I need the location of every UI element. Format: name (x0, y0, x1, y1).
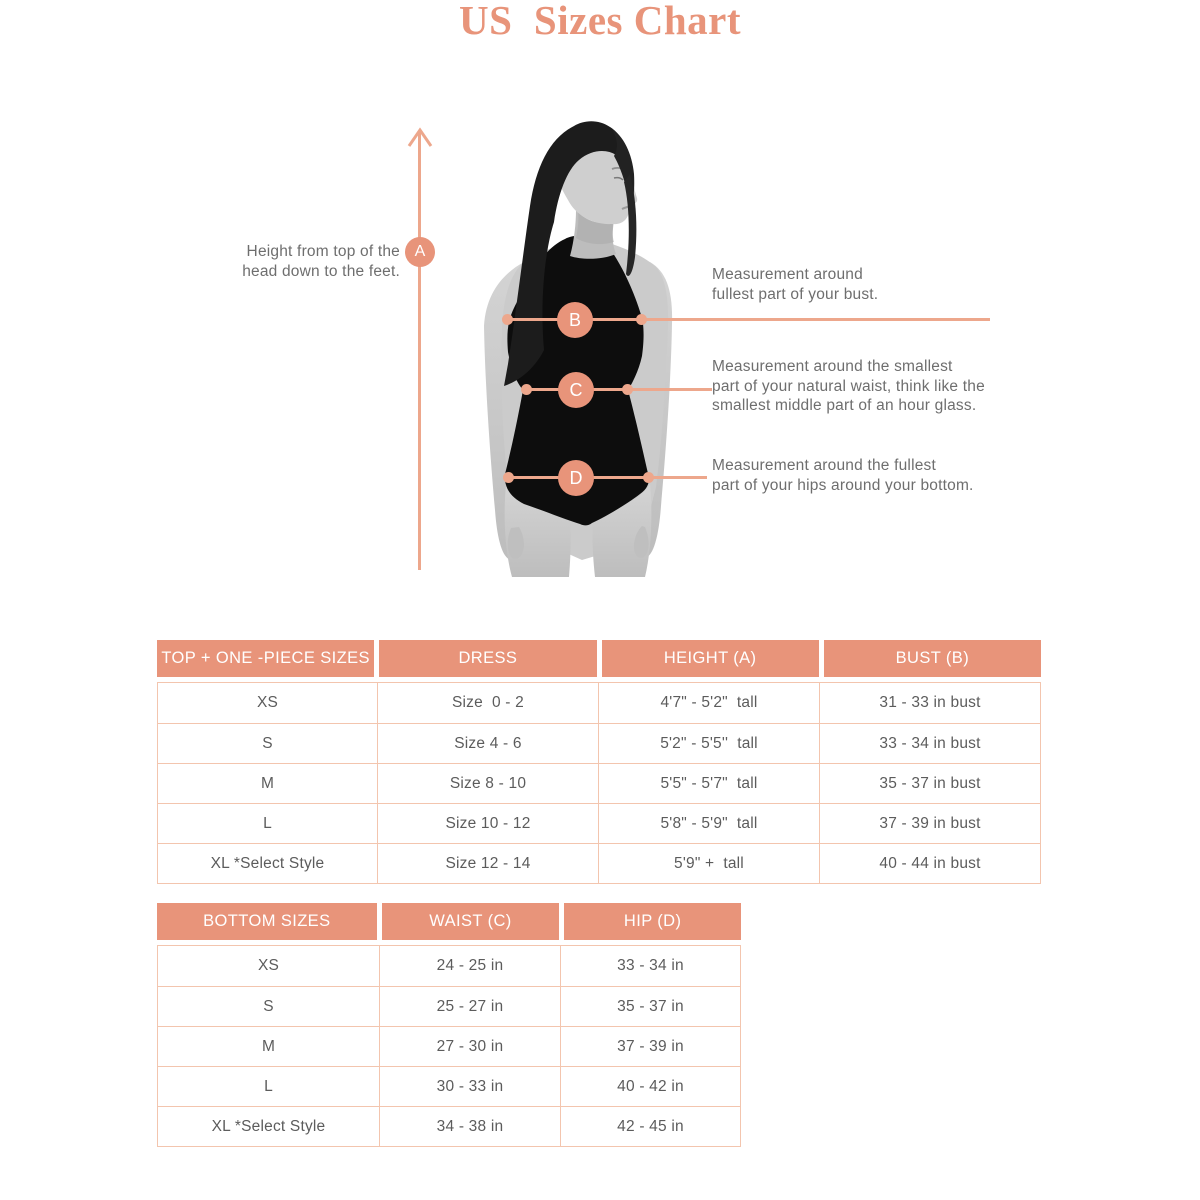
table-cell: L (158, 803, 377, 843)
marker-a: A (405, 237, 435, 267)
table-cell: XL *Select Style (158, 1106, 379, 1146)
waist-right-dot (622, 384, 633, 395)
table-cell: 40 - 44 in bust (819, 843, 1040, 883)
marker-c: C (558, 372, 594, 408)
column-header: BOTTOM SIZES (157, 903, 377, 940)
hip-note-line: part of your hips around your bottom. (712, 476, 974, 494)
table-header-row (157, 640, 1041, 677)
table-row (158, 723, 1040, 763)
hip-note (712, 456, 974, 495)
waist-note-line: Measurement around the smallest (712, 358, 953, 375)
table-cell: Size 10 - 12 (377, 803, 598, 843)
table-cell: Size 8 - 10 (377, 763, 598, 803)
table-cell: XS (257, 957, 280, 974)
table-cell: M (158, 763, 377, 803)
table-row (158, 986, 740, 1026)
table-cell: XS (256, 694, 279, 711)
table-cell: 35 - 37 in bust (819, 763, 1040, 803)
table-cell: 5'5" - 5'7" tall (598, 763, 819, 803)
column-header: BUST (B) (824, 640, 1041, 677)
table-cell: Size 4 - 6 (377, 723, 598, 763)
table-cell: 24 - 25 in (379, 946, 560, 986)
table-cell: M (158, 1026, 379, 1066)
column-header: HEIGHT (A) (602, 640, 819, 677)
table-row (158, 1066, 740, 1106)
table-cell: 25 - 27 in (379, 986, 560, 1026)
table-cell: Size 0 - 2 (377, 683, 598, 723)
bust-note-line: fullest part of your bust. (712, 285, 879, 303)
table-row (158, 1026, 740, 1066)
height-note-line: head down to the feet. (242, 262, 400, 280)
table-cell: 5'8" - 5'9" tall (598, 803, 819, 843)
table-cell: 35 - 37 in (560, 986, 740, 1026)
bust-left-dot (502, 314, 513, 325)
table-cell: 5'2" - 5'5'' tall (598, 723, 819, 763)
table-cell: S (158, 986, 379, 1026)
table-cell: XL *Select Style (158, 843, 377, 883)
bottom-size-table (157, 903, 741, 1147)
table-cell: 31 - 33 in bust (819, 683, 1040, 723)
marker-d: D (558, 460, 594, 496)
table-header-row (157, 903, 741, 940)
table-cell: 27 - 30 in (379, 1026, 560, 1066)
table-cell: 5'9" + tall (598, 843, 819, 883)
hip-measure-line (504, 476, 707, 479)
table-cell: S (158, 723, 377, 763)
bust-right-dot (636, 314, 647, 325)
waist-note (712, 357, 985, 416)
table-body (157, 682, 1041, 884)
waist-note-line: smallest middle part of an hour glass. (712, 397, 977, 414)
table-cell: 33 - 34 in bust (819, 723, 1040, 763)
height-note-line: Height from top of the (246, 243, 400, 260)
table-cell: Size 12 - 14 (377, 843, 598, 883)
column-header: HIP (D) (564, 903, 741, 940)
table-cell: 37 - 39 in bust (819, 803, 1040, 843)
hip-note-line: Measurement around the fullest (712, 457, 936, 474)
table-cell: L (158, 1066, 379, 1106)
model-photo (462, 112, 708, 577)
table-row (158, 683, 1040, 723)
table-cell: 30 - 33 in (379, 1066, 560, 1106)
waist-note-line: part of your natural waist, think like the (712, 377, 985, 395)
table-row (158, 763, 1040, 803)
hip-right-dot (643, 472, 654, 483)
table-row (158, 843, 1040, 883)
table-body (157, 945, 741, 1147)
column-header: WAIST (C) (382, 903, 560, 940)
height-measure-line (418, 132, 421, 570)
bust-note-line: Measurement around (712, 266, 863, 283)
page-title: US Sizes Chart (459, 0, 741, 43)
hip-left-dot (503, 472, 514, 483)
marker-b: B (557, 302, 593, 338)
table-cell: 42 - 45 in (560, 1106, 740, 1146)
table-cell: 40 - 42 in (560, 1066, 740, 1106)
table-row (158, 946, 740, 986)
table-cell: 4'7" - 5'2" tall (598, 683, 819, 723)
table-cell: 34 - 38 in (379, 1106, 560, 1146)
height-note (180, 242, 400, 281)
bust-note (712, 265, 878, 304)
table-row (158, 1106, 740, 1146)
column-header: DRESS (379, 640, 596, 677)
waist-left-dot (521, 384, 532, 395)
top-one-piece-size-table (157, 640, 1041, 884)
table-cell: 33 - 34 in (560, 946, 740, 986)
waist-measure-line (522, 388, 712, 391)
table-row (158, 803, 1040, 843)
column-header: TOP + ONE -PIECE SIZES (157, 640, 374, 677)
table-cell: 37 - 39 in (560, 1026, 740, 1066)
